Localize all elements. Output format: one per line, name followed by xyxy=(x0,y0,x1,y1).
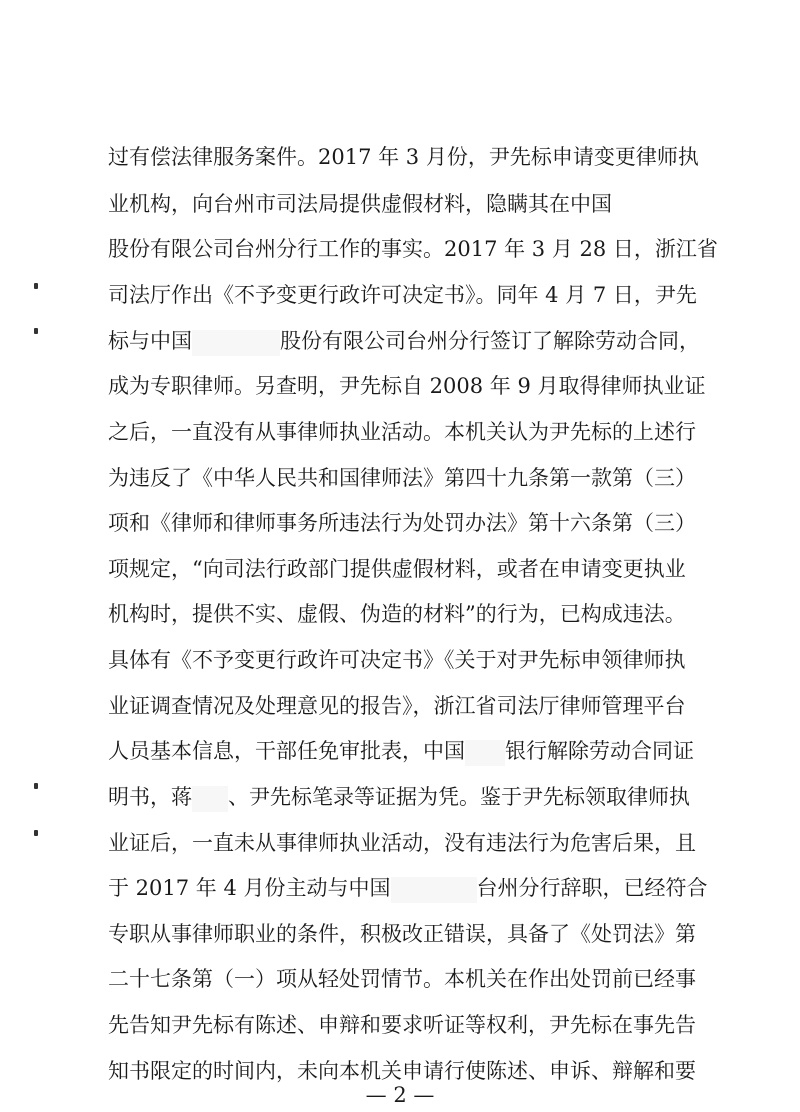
text-line-9 xyxy=(108,508,696,538)
text-line-3 xyxy=(108,234,718,264)
text-line-16 xyxy=(108,828,696,858)
text-line-14-part-a: 人员基本信息，干部任免审批表，中国 xyxy=(108,739,465,763)
text-line-20-content: 先告知尹先标有陈述、申辩和要求听证等权利，尹先标在事先告 xyxy=(108,1013,696,1037)
text-line-20 xyxy=(108,1010,696,1040)
scan-mark xyxy=(34,283,38,289)
text-line-8-content: 为违反了《中华人民共和国律师法》第四十九条第一款第（三） xyxy=(108,466,696,490)
text-line-1 xyxy=(108,142,699,172)
text-line-4-content: 司法厅作出《不予变更行政许可决定书》。同年 4 月 7 日，尹先 xyxy=(108,283,697,307)
text-line-15-part-b: 、尹先标笔录等证据为凭。鉴于尹先标领取律师执 xyxy=(228,785,690,809)
redaction-gap xyxy=(391,877,477,903)
text-line-14 xyxy=(108,736,694,766)
text-line-2-content: 业机构，向台州市司法局提供虚假材料，隐瞒其在中国 xyxy=(108,192,612,216)
text-line-4 xyxy=(108,280,697,310)
text-line-19-content: 二十七条第（一）项从轻处罚情节。本机关在作出处罚前已经事 xyxy=(108,967,696,991)
text-line-7 xyxy=(108,417,696,447)
scan-mark xyxy=(34,783,38,789)
page-number: — 2 — xyxy=(365,1083,435,1107)
text-line-6 xyxy=(108,371,706,401)
text-line-17-part-a: 于 2017 年 4 月份主动与中国 xyxy=(108,876,391,900)
text-line-13 xyxy=(108,691,686,721)
text-line-12-content: 具体有《不予变更行政许可决定书》《关于对尹先标申领律师执 xyxy=(108,648,686,672)
text-line-15-part-a: 明书，蒋 xyxy=(108,785,192,809)
text-line-10 xyxy=(108,554,686,584)
text-line-11 xyxy=(108,599,686,629)
text-line-13-content: 业证调查情况及处理意见的报告》，浙江省司法厅律师管理平台 xyxy=(108,694,686,718)
text-line-7-content: 之后，一直没有从事律师执业活动。本机关认为尹先标的上述行 xyxy=(108,420,696,444)
text-line-17-part-b: 台州分行辞职，已经符合 xyxy=(476,876,708,900)
text-line-1-content: 过有偿法律服务案件。2017 年 3 月份，尹先标申请变更律师执 xyxy=(108,145,699,169)
text-line-14-part-b: 银行解除劳动合同证 xyxy=(505,739,694,763)
text-line-5 xyxy=(108,326,700,356)
text-line-11-content: 机构时，提供不实、虚假、伪造的材料”的行为，已构成违法。 xyxy=(108,602,686,626)
text-line-18-content: 专职从事律师职业的条件，积极改正错误，具备了《处罚法》第 xyxy=(108,922,696,946)
text-line-15 xyxy=(108,782,690,812)
text-line-2 xyxy=(108,189,612,219)
text-line-5-part-b: 股份有限公司台州分行签订了解除劳动合同， xyxy=(280,329,700,353)
text-line-12 xyxy=(108,645,686,675)
text-line-9-content: 项和《律师和律师事务所违法行为处罚办法》第十六条第（三） xyxy=(108,511,696,535)
text-line-16-content: 业证后，一直未从事律师执业活动，没有违法行为危害后果，且 xyxy=(108,831,696,855)
text-line-21-content: 知书限定的时间内，未向本机关申请行使陈述、申诉、辩解和要 xyxy=(108,1059,696,1083)
text-line-3-content: 股份有限公司台州分行工作的事实。2017 年 3 月 28 日，浙江省 xyxy=(108,237,718,261)
text-line-18 xyxy=(108,919,696,949)
text-line-19 xyxy=(108,964,696,994)
redaction-gap xyxy=(192,330,280,356)
text-line-6-content: 成为专职律师。另查明，尹先标自 2008 年 9 月取得律师执业证 xyxy=(108,374,706,398)
scan-mark xyxy=(34,830,38,836)
text-line-5-part-a: 标与中国 xyxy=(108,329,192,353)
text-line-10-content: 项规定，“向司法行政部门提供虚假材料，或者在申请变更执业 xyxy=(108,557,686,581)
text-line-8 xyxy=(108,463,696,493)
scan-mark xyxy=(34,328,38,334)
redaction-gap xyxy=(192,786,228,812)
redaction-gap xyxy=(465,740,505,766)
text-line-17 xyxy=(108,873,708,903)
